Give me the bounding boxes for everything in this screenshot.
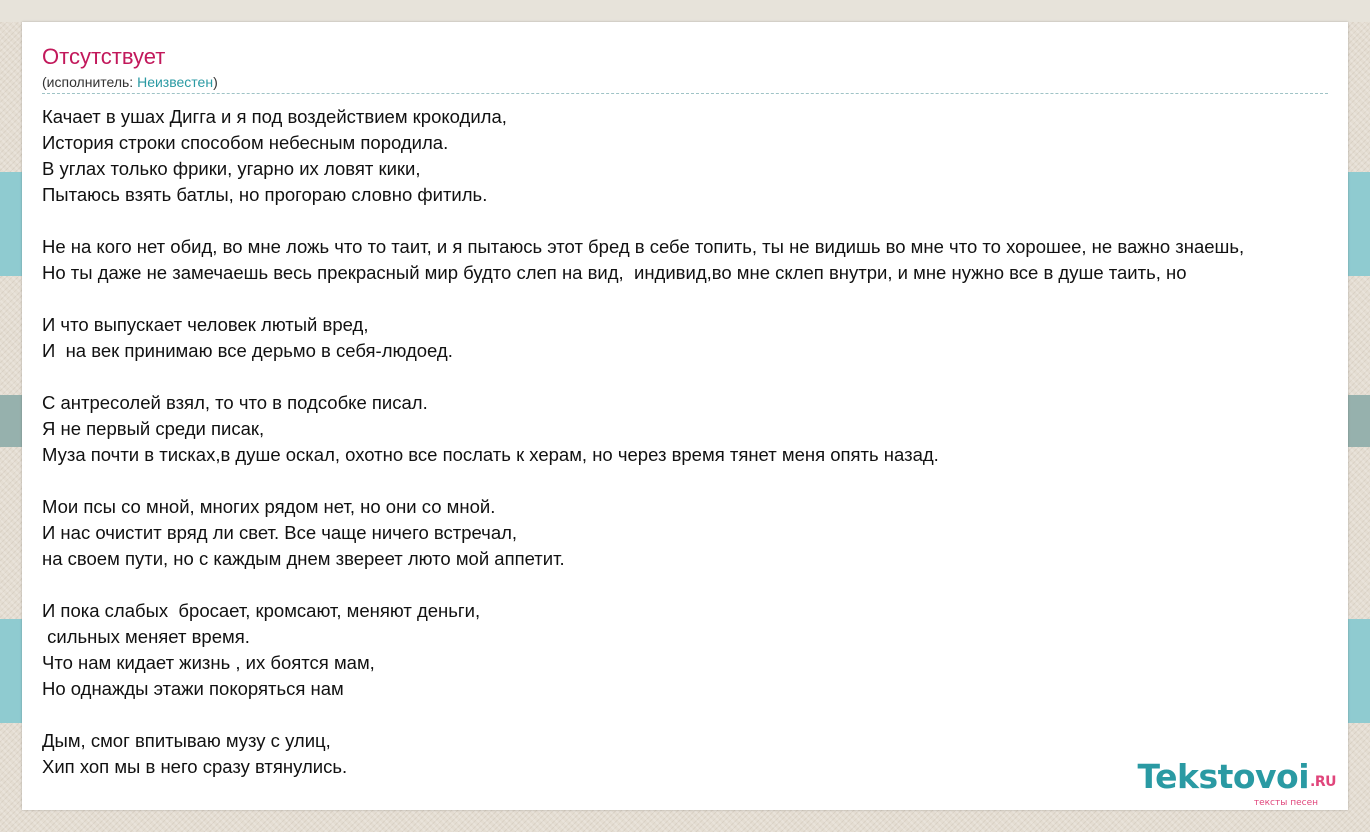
lyric-line: И нас очистит вряд ли свет. Все чаще ничего встречал, [42,522,518,543]
lyric-line: И что выпускает человек лютый вред, [42,314,369,335]
lyric-line: Муза почти в тисках,в душе оскал, охотно все послать к херам, но через время тянет меня опять назад. [42,444,939,465]
lyric-line: на своем пути, но с каждым днем звереет люто мой аппетит. [42,548,565,569]
site-logo[interactable] [1137,757,1336,808]
lyric-line: Но однажды этажи покоряться нам [42,678,344,699]
lyric-line [42,364,1348,390]
lyric-line [42,286,1348,312]
song-title: Отсутствует [42,44,166,69]
lyric-line: Я не первый среди писак, [42,418,265,439]
lyric-line: Мои псы со мной, многих рядом нет, но они со мной. [42,496,496,517]
lyrics-card [22,22,1348,810]
lyric-line [42,468,1348,494]
lyric-line: История строки способом небесным породила. [42,132,449,153]
logo-wordmark [1137,757,1336,799]
logo-main-text: Tekstovoi [1137,757,1310,796]
background-top-band [0,0,1370,22]
header-divider [42,93,1328,94]
lyrics-text [42,104,1348,780]
lyric-line [42,702,1348,728]
artist-line [42,73,218,91]
lyric-line: Что нам кидает жизнь , их боятся мам, [42,652,375,673]
lyric-line: С антресолей взял, то что в подсобке писал. [42,392,428,413]
lyric-line [42,208,1348,234]
lyric-line: И пока слабых бросает, кромсают, меняют деньги, [42,600,481,621]
logo-tld: .RU [1310,774,1336,790]
artist-prefix: (исполнитель: [42,74,138,90]
lyric-line: Но ты даже не замечаешь весь прекрасный мир будто слеп на вид, индивид,во мне склеп внутри, и мне нужно все в душе таить, но [42,262,1187,283]
lyric-line: Пытаюсь взять батлы, но прогораю словно фитиль. [42,184,488,205]
lyric-line: Хип хоп мы в него сразу втянулись. [42,756,348,777]
artist-suffix: ) [213,74,218,90]
lyric-line: Не на кого нет обид, во мне ложь что то таит, и я пытаюсь этот бред в себе топить, ты не видишь во мне что то хорошее, не важно знаешь, [42,236,1245,257]
lyric-line: В углах только фрики, угарно их ловят кики, [42,158,421,179]
artist-link[interactable]: Неизвестен [137,74,214,90]
lyric-line: сильных меняет время. [42,626,250,647]
lyric-line: Качает в ушах Дигга и я под воздействием крокодила, [42,106,507,127]
lyric-line: И на век принимаю все дерьмо в себя-людоед. [42,340,453,361]
lyric-line: Дым, смог впитываю музу с улиц, [42,730,331,751]
lyric-line [42,572,1348,598]
logo-tagline: тексты песен [1253,798,1318,808]
